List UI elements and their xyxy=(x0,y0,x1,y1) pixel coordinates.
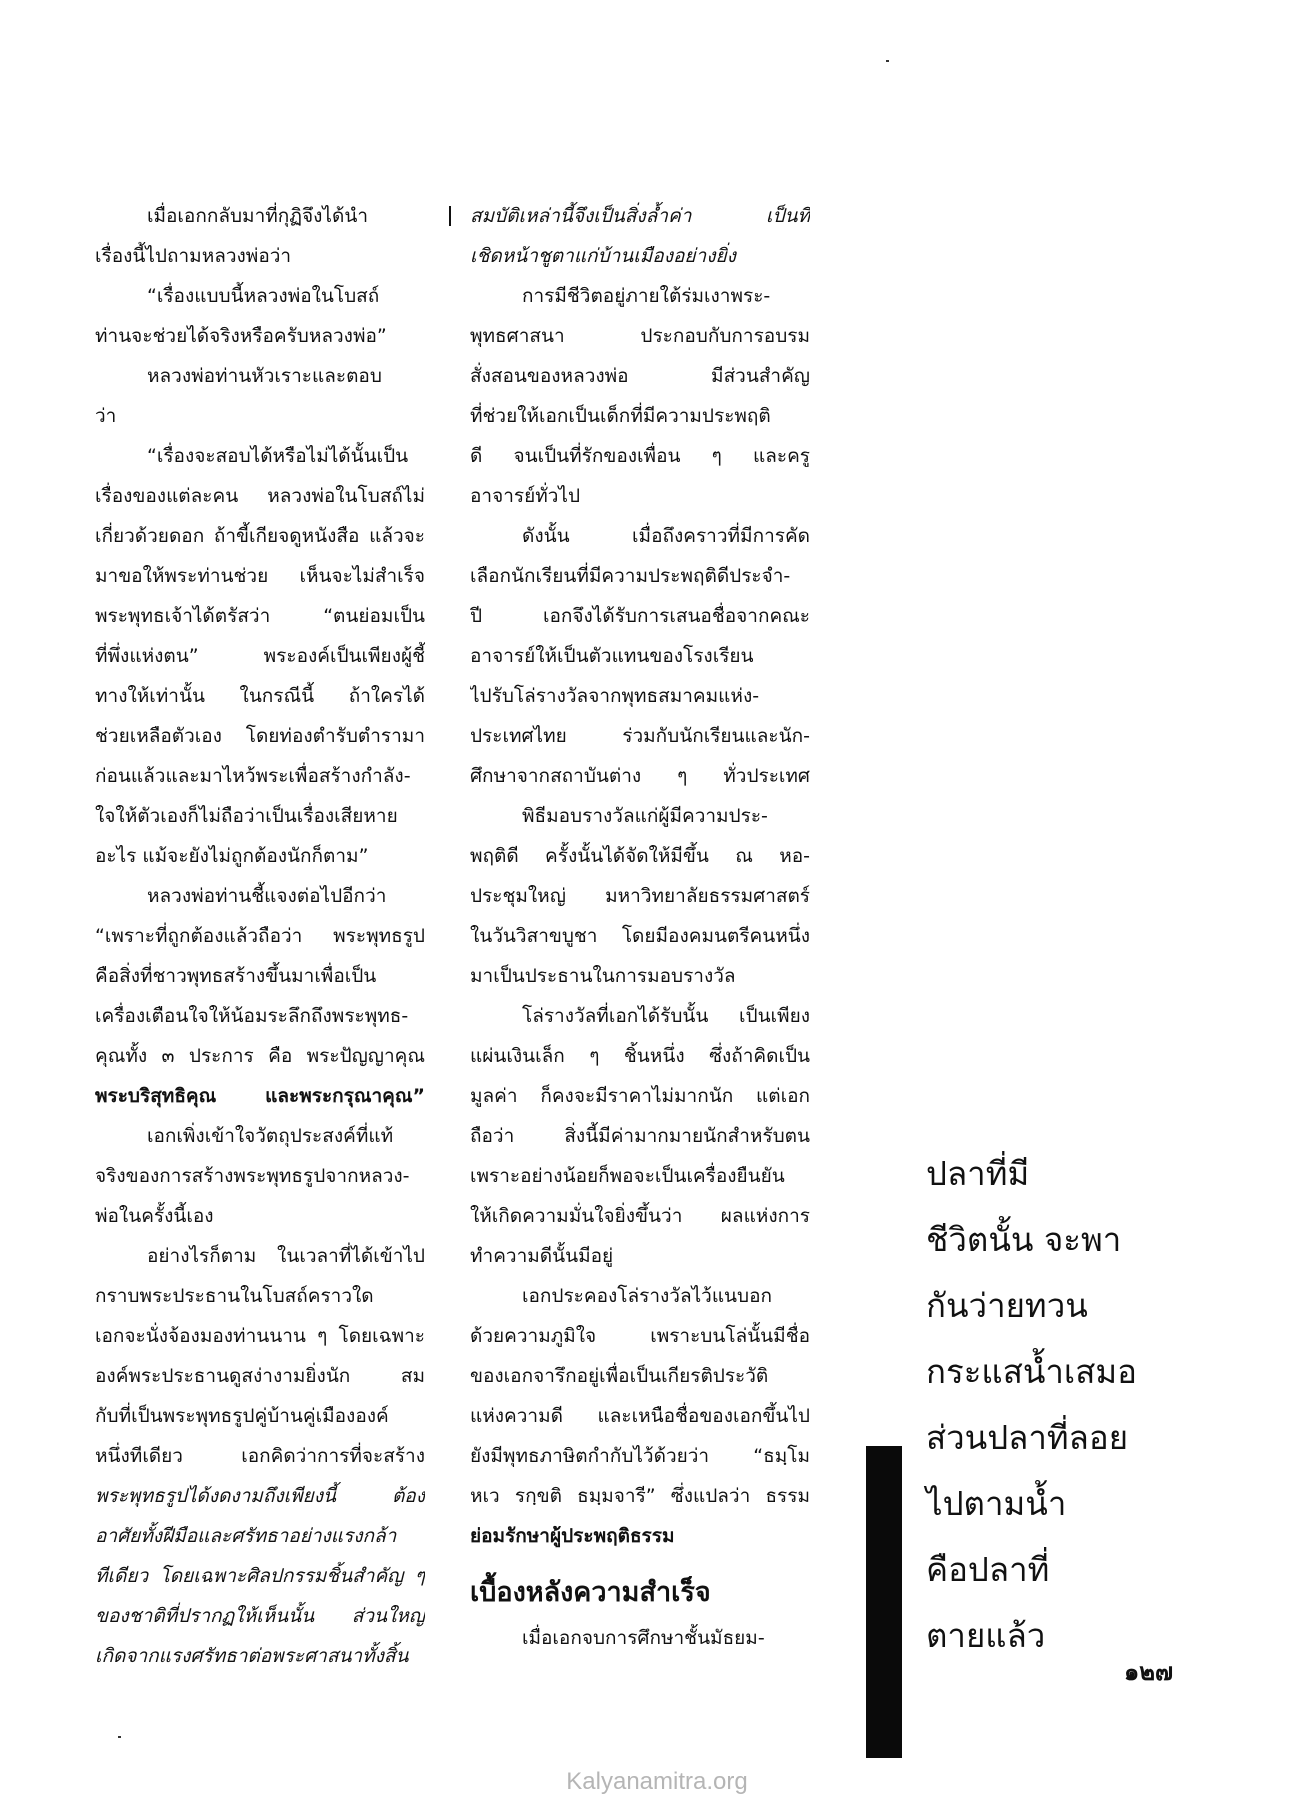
middle-column-line: ถือว่า สิ่งนี้มีค่ามากมายนักสำหรับตน xyxy=(470,1125,810,1147)
pull-quote-line: คือปลาที่ xyxy=(926,1550,1050,1589)
middle-column-line: ไปรับโล่รางวัลจากพุทธสมาคมแห่ง- xyxy=(470,685,760,707)
left-column xyxy=(95,196,425,1676)
left-column-line: ก่อนแล้วและมาไหว้พระเพื่อสร้างกำลัง- xyxy=(95,765,411,787)
middle-column-line: ศึกษาจากสถาบันต่าง ๆ ทั่วประเทศ xyxy=(470,765,810,787)
left-column-line: ว่า xyxy=(95,405,117,427)
middle-column-line: พุทธศาสนา ประกอบกับการอบรม xyxy=(470,325,810,347)
middle-column-line: ในวันวิสาขบูชา โดยมีองคมนตรีคนหนึ่ง xyxy=(470,925,810,947)
left-column-line: อาศัยทั้งฝีมือและศรัทธาอย่างแรงกล้า xyxy=(95,1525,397,1547)
left-column-line: เมื่อเอกกลับมาที่กุฏิจึงได้นำ xyxy=(147,205,368,227)
middle-column-line: แผ่นเงินเล็ก ๆ ชิ้นหนึ่ง ซึ่งถ้าคิดเป็น xyxy=(470,1045,810,1067)
scan-speck xyxy=(886,60,889,62)
left-column-line: พระพุทธเจ้าได้ตรัสว่า “ตนย่อมเป็น xyxy=(95,605,425,627)
left-column-line: มาขอให้พระท่านช่วย เห็นจะไม่สำเร็จ xyxy=(95,565,425,587)
middle-column-line: มูลค่า ก็คงจะมีราคาไม่มากนัก แต่เอก xyxy=(470,1085,810,1107)
left-column-line: เรื่องนี้ไปถามหลวงพ่อว่า xyxy=(95,245,292,267)
left-column-line: องค์พระประธานดูสง่างามยิ่งนัก สม xyxy=(95,1365,425,1387)
left-column-line: คือสิ่งที่ชาวพุทธสร้างขึ้นมาเพื่อเป็น xyxy=(95,965,377,987)
left-column-line: หลวงพ่อท่านชี้แจงต่อไปอีกว่า xyxy=(147,885,387,907)
middle-column xyxy=(470,196,810,1658)
middle-column-line: ยังมีพุทธภาษิตกำกับไว้ด้วยว่า “ธมฺโม xyxy=(470,1445,810,1467)
middle-column-line: ดี จนเป็นที่รักของเพื่อน ๆ และครู xyxy=(470,445,810,467)
left-column-line: เรื่องของแต่ละคน หลวงพ่อในโบสถ์ไม่ xyxy=(95,485,425,507)
left-column-line: ทางให้เท่านั้น ในกรณีนี้ ถ้าใครได้ xyxy=(95,685,425,707)
left-column-line: ของชาติที่ปรากฏให้เห็นนั้น ส่วนใหญ่ xyxy=(95,1605,425,1627)
middle-column-line: เชิดหน้าชูตาแก่บ้านเมืองอย่างยิ่ง xyxy=(470,245,736,267)
middle-column-line: สั่งสอนของหลวงพ่อ มีส่วนสำคัญ xyxy=(470,365,810,387)
left-column-line: เครื่องเตือนใจให้น้อมระลึกถึงพระพุทธ- xyxy=(95,1005,409,1027)
left-column-line: “เรื่องแบบนี้หลวงพ่อในโบสถ์ xyxy=(147,285,380,307)
sidebar-black-bar xyxy=(866,1446,902,1758)
middle-column-line: เอกประคองโล่รางวัลไว้แนบอก xyxy=(522,1285,773,1307)
middle-column-line: ดังนั้น เมื่อถึงคราวที่มีการคัด xyxy=(522,525,810,547)
pull-quote-line: ส่วนปลาที่ลอย xyxy=(926,1418,1129,1457)
middle-column-line: อาจารย์ทั่วไป xyxy=(470,485,581,507)
page-number: ๑๒๗ xyxy=(1124,1658,1174,1686)
left-column-line: ท่านจะช่วยได้จริงหรือครับหลวงพ่อ” xyxy=(95,325,387,347)
middle-column-line: ประชุมใหญ่ มหาวิทยาลัยธรรมศาสตร์ xyxy=(470,885,810,907)
left-column-line: ช่วยเหลือตัวเอง โดยท่องตำรับตำรามา xyxy=(95,725,425,747)
pull-quote-line: ไปตามน้ำ xyxy=(926,1484,1067,1523)
middle-column-line: พิธีมอบรางวัลแก่ผู้มีความประ- xyxy=(522,805,768,827)
section-heading: เบื้องหลังความสำเร็จ xyxy=(470,1577,711,1608)
pull-quote-line: ชีวิตนั้น จะพา xyxy=(926,1220,1122,1259)
middle-column-line: ทำความดีนั้นมีอยู่ xyxy=(470,1245,614,1267)
left-column-line: พระพุทธรูปได้งดงามถึงเพียงนี้ ต้อง xyxy=(95,1485,425,1507)
left-column-line: เอกเพิ่งเข้าใจวัตถุประสงค์ที่แท้ xyxy=(147,1125,394,1147)
middle-column-line: ย่อมรักษาผู้ประพฤติธรรม xyxy=(470,1525,675,1547)
middle-column-line: สมบัติเหล่านี้จึงเป็นสิ่งล้ำค่า เป็นที่ xyxy=(470,205,810,227)
middle-column-line: มาเป็นประธานในการมอบรางวัล xyxy=(470,965,736,987)
pull-quote xyxy=(926,1141,1256,1669)
left-column-line: พระบริสุทธิคุณ และพระกรุณาคุณ” xyxy=(95,1085,425,1107)
middle-column-line: หเว รกฺขติ ธมฺมจารี” ซึ่งแปลว่า ธรรม xyxy=(470,1485,810,1507)
section-first-line: เมื่อเอกจบการศึกษาชั้นมัธยม- xyxy=(522,1627,765,1649)
scan-speck xyxy=(118,1736,121,1738)
middle-column-line: โล่รางวัลที่เอกได้รับนั้น เป็นเพียง xyxy=(522,1005,810,1027)
middle-column-line: ปี เอกจึงได้รับการเสนอชื่อจากคณะ xyxy=(470,605,810,627)
left-column-line: หลวงพ่อท่านหัวเราะและตอบ xyxy=(147,365,382,387)
pull-quote-line: ปลาที่มี xyxy=(926,1154,1030,1193)
left-column-line: พ่อในครั้งนี้เอง xyxy=(95,1205,214,1227)
middle-column-line: แห่งความดี และเหนือชื่อของเอกขึ้นไป xyxy=(470,1405,810,1427)
left-column-line: เอกจะนั่งจ้องมองท่านนาน ๆ โดยเฉพาะ xyxy=(95,1325,425,1347)
middle-column-line: การมีชีวิตอยู่ภายใต้ร่มเงาพระ- xyxy=(522,285,771,307)
left-column-line: คุณทั้ง ๓ ประการ คือ พระปัญญาคุณ xyxy=(95,1045,425,1067)
middle-column-line: เพราะอย่างน้อยก็พอจะเป็นเครื่องยืนยัน xyxy=(470,1165,785,1187)
left-column-line: อย่างไรก็ตาม ในเวลาที่ได้เข้าไป xyxy=(147,1245,425,1267)
pull-quote-line: ตายแล้ว xyxy=(926,1616,1046,1655)
middle-column-line: พฤติดี ครั้งนั้นได้จัดให้มีขึ้น ณ หอ- xyxy=(470,845,810,867)
left-column-line: กราบพระประธานในโบสถ์คราวใด xyxy=(95,1285,374,1307)
left-column-line: เกิดจากแรงศรัทธาต่อพระศาสนาทั้งสิ้น xyxy=(95,1645,409,1667)
pull-quote-line: กระแสน้ำเสมอ xyxy=(926,1352,1137,1391)
left-column-line: หนึ่งทีเดียว เอกคิดว่าการที่จะสร้าง xyxy=(95,1445,425,1467)
watermark: Kalyanamitra.org xyxy=(566,1768,748,1795)
middle-column-line: ที่ช่วยให้เอกเป็นเด็กที่มีความประพฤติ xyxy=(470,405,771,427)
middle-column-line: อาจารย์ให้เป็นตัวแทนของโรงเรียน xyxy=(470,645,754,667)
left-column-line: “เพราะที่ถูกต้องแล้วถือว่า พระพุทธรูป xyxy=(95,925,425,947)
middle-column-line: เลือกนักเรียนที่มีความประพฤติดีประจำ- xyxy=(470,565,791,587)
left-column-line: อะไร แม้จะยังไม่ถูกต้องนักก็ตาม” xyxy=(95,845,369,867)
left-column-line: ใจให้ตัวเองก็ไม่ถือว่าเป็นเรื่องเสียหาย xyxy=(95,805,398,827)
middle-column-line: ให้เกิดความมั่นใจยิ่งขึ้นว่า ผลแห่งการ xyxy=(470,1205,810,1227)
left-column-line: “เรื่องจะสอบได้หรือไม่ได้นั้นเป็น xyxy=(147,445,409,467)
left-column-line: จริงของการสร้างพระพุทธรูปจากหลวง- xyxy=(95,1165,410,1187)
left-column-line: กับที่เป็นพระพุทธรูปคู่บ้านคู่เมืององค์ xyxy=(95,1405,389,1427)
column-divider-mark xyxy=(449,206,451,226)
middle-column-line: ของเอกจารึกอยู่เพื่อเป็นเกียรติประวัติ xyxy=(470,1365,769,1387)
middle-column-body xyxy=(470,196,810,1556)
left-column-line: เกี่ยวด้วยดอก ถ้าขี้เกียจดูหนังสือ แล้วจะ xyxy=(95,525,425,547)
left-column-line: ทีเดียว โดยเฉพาะศิลปกรรมชิ้นสำคัญ ๆ xyxy=(95,1565,425,1587)
middle-column-line: ด้วยความภูมิใจ เพราะบนโล่นั้นมีชื่อ xyxy=(470,1325,810,1347)
pull-quote-line: กันว่ายทวน xyxy=(926,1286,1088,1325)
left-column-line: ที่พึ่งแห่งตน” พระองค์เป็นเพียงผู้ชี้ xyxy=(95,645,425,667)
middle-column-line: ประเทศไทย ร่วมกับนักเรียนและนัก- xyxy=(470,725,810,747)
